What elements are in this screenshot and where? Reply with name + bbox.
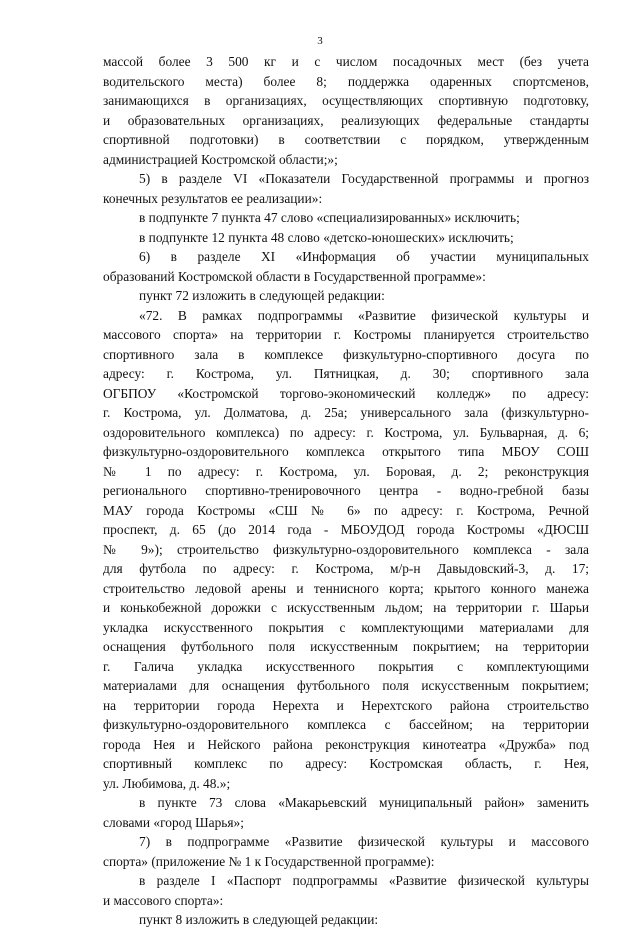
text-line: и массового спорта»:	[103, 892, 224, 908]
text-line: строительство ледовой арены и теннисного корта; крытого конного манежа	[103, 580, 589, 596]
page-number: 3	[317, 35, 323, 47]
text-line: массой более 3 500 кг и с числом посадочных мест (без учета	[103, 54, 589, 69]
text-line: занимающихся в организациях, осуществляющих спортивную подготовку,	[103, 93, 589, 108]
text-line: и образовательных организациях, реализующих федеральные стандарты	[103, 112, 589, 128]
text-line: регионального спортивно-тренировочного центра - водно-гребной базы	[103, 483, 589, 498]
text-line: 7) в подпрограмме «Развитие физической культуры и массового	[139, 834, 589, 849]
text-line: пункт 72 изложить в следующей редакции:	[139, 288, 385, 303]
text-line: № 1 по адресу: г. Кострома, ул. Боровая, д. 2; реконструкция	[103, 463, 589, 479]
text-line: в разделе I «Паспорт подпрограммы «Развитие физической культуры	[139, 873, 589, 888]
text-line: г. Галича укладка искусственного покрытия с комплектующими	[103, 658, 589, 674]
text-line: физкультурно-оздоровительного комплекса открытого типа МБОУ СОШ	[103, 444, 589, 459]
text-line: на территории города Нерехта и Нерехтского района строительство	[103, 697, 589, 713]
text-line: массового спорта» на территории г. Костромы планируется строительство	[103, 327, 589, 342]
text-line: спортивной подготовки) в соответствии с порядком, утвержденным	[103, 132, 589, 147]
text-line: № 9»); строительство физкультурно-оздоровительного комплекса - зала	[103, 541, 589, 557]
text-line: укладка искусственного покрытия с комплектующими материалами для	[103, 619, 589, 635]
text-line: спортивного зала в комплексе физкультурно-спортивного досуга по	[103, 346, 589, 362]
text-line: физкультурно-оздоровительного комплекса с бассейном; на территории	[103, 717, 589, 732]
text-line: в подпункте 12 пункта 48 слово «детско-юношеских» исключить;	[139, 229, 514, 245]
text-line: конечных результатов ее реализации»:	[103, 190, 323, 206]
text-line: 5) в разделе VI «Показатели Государственной программы и прогноз	[139, 171, 589, 186]
text-line: проспект, д. 65 (до 2014 года - МБОУДОД города Костромы «ДЮСШ	[103, 522, 589, 537]
text-line: для футбола по адресу: г. Кострома, м/р-н Давыдовский-3, д. 17;	[103, 561, 589, 576]
text-line: словами «город Шарья»;	[103, 814, 244, 830]
document-body	[103, 52, 589, 930]
text-line: ул. Любимова, д. 48.»;	[103, 775, 231, 791]
text-line: спортивный комплекс по адресу: Костромская область, г. Нея,	[103, 756, 589, 771]
text-line: материалами для оснащения футбольного поля искусственным покрытием;	[103, 678, 589, 693]
text-line: спорта» (приложение № 1 к Государственной программе):	[103, 853, 435, 869]
text-line: в пункте 73 слова «Макарьевский муниципальный район» заменить	[139, 795, 589, 810]
text-line: оснащения футбольного поля искусственным покрытием; на территории	[103, 639, 589, 654]
text-line: администрацией Костромской области;»;	[103, 151, 338, 167]
text-line: оздоровительного комплекса) по адресу: г. Кострома, ул. Бульварная, д. 6;	[103, 424, 589, 440]
text-line: в подпункте 7 пункта 47 слово «специализированных» исключить;	[139, 210, 520, 225]
text-line: «72. В рамках подпрограммы «Развитие физической культуры и	[139, 307, 589, 323]
text-line: водительского места) более 8; поддержка одаренных спортсменов,	[103, 73, 589, 89]
text-line: адресу: г. Кострома, ул. Пятницкая, д. 30; спортивного зала	[103, 366, 589, 381]
text-line: пункт 8 изложить в следующей редакции:	[139, 912, 379, 927]
text-line: 6) в разделе XI «Информация об участии муниципальных	[139, 249, 589, 264]
text-line: ОГБПОУ «Костромской торгово-экономический колледж» по адресу:	[103, 385, 589, 401]
text-line: МАУ города Костромы «СШ № 6» по адресу: г. Кострома, Речной	[103, 502, 589, 518]
text-line: г. Кострома, ул. Долматова, д. 25а; универсального зала (физкультурно-	[103, 405, 589, 420]
text-line: и конькобежной дорожки с искусственным льдом; на территории г. Шарьи	[103, 600, 589, 615]
text-line: города Нея и Нейского района реконструкция кинотеатра «Дружба» под	[103, 736, 589, 752]
text-line: образований Костромской области в Государственной программе»:	[103, 268, 486, 284]
